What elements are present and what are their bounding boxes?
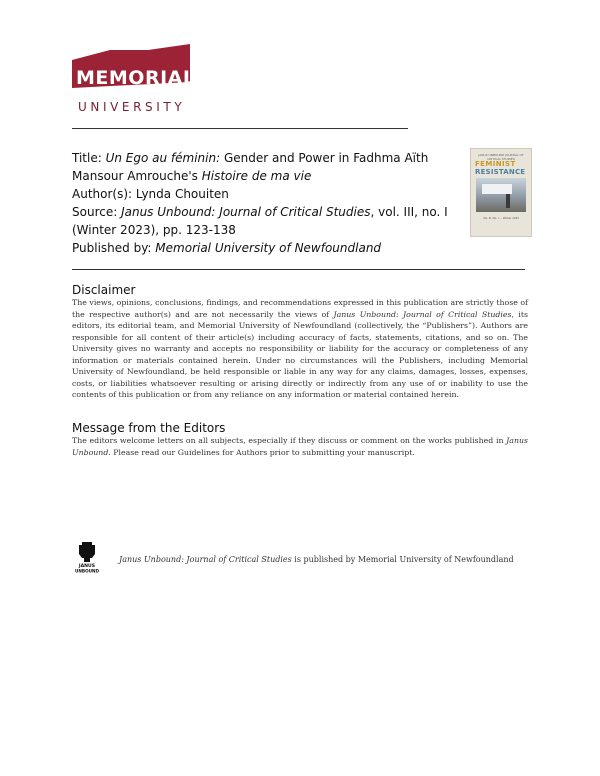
title-line: Title: Un Ego au féminin: Gender and Power in Fadhma Aïth Mansour Amrouche's Histoire de ma vie	[72, 151, 429, 183]
editors-text: The editors welcome letters on all subjects, especially if they discuss or comment on the works published in Janus Unbound. Please read our Guidelines for Authors prior to submitting your manuscript.	[72, 436, 528, 457]
source-journal: Janus Unbound: Journal of Critical Studies	[121, 205, 371, 219]
publisher-line: Published by: Memorial University of Newfoundland	[72, 241, 382, 255]
author-line: Author(s): Lynda Chouiten	[72, 187, 229, 201]
author-name: Lynda Chouiten	[135, 187, 229, 201]
disclaimer-journal: Janus Unbound: Journal of Critical Studies	[333, 309, 512, 319]
title-italic: Un Ego au féminin:	[105, 151, 221, 165]
top-divider	[72, 128, 408, 129]
svg-text:JANUS: JANUS	[78, 564, 96, 569]
journal-cover-thumbnail	[470, 148, 532, 237]
article-metadata	[72, 149, 462, 257]
cover-title-feminist: FEMINIST	[475, 160, 516, 168]
source-line: Source: Janus Unbound: Journal of Critical Studies, vol. III, no. I (Winter 2023), pp. 123-138	[72, 205, 448, 237]
publisher-name: Memorial University of Newfoundland	[155, 241, 382, 255]
editors-journal: Janus Unbound	[72, 436, 528, 457]
janus-unbound-fist-icon	[74, 540, 100, 574]
logo-wordmark: MEMORIAL	[76, 67, 196, 89]
title-italic-2: Histoire de ma vie	[201, 169, 312, 183]
footer-journal: Janus Unbound: Journal of Critical Studies	[119, 555, 292, 564]
editors-heading: Message from the Editors	[72, 421, 226, 435]
disclaimer-text: The views, opinions, conclusions, findings, and recommendations expressed in this publication are strictly those of the respective author(s) and are not necessarily the views of Janus Unbound: Journal of Critical Studies, its editors, its editorial team, and Memorial University of Newfoundland (collectively, the “Publishers”). Authors are responsible for all content of their article(s) including accuracy of facts, statements, citations, and so on. The University gives no warranty and accepts no responsibility or liability for the accuracy or completeness of any information or materials contained herein. Under no circumstances will the Publishers, including Memorial University of Newfoundland, be held responsible or liable in any way for any claims, damages, losses, expenses, costs, or liabilities whatsoever resulting or arising directly or indirectly from any use of or inability to use the contents of this publication or from any reliance on any information or material contained herein.	[72, 298, 528, 399]
bottom-divider	[72, 269, 525, 270]
cover-title-resistance: RESISTANCE	[475, 168, 526, 176]
logo-subtitle: UNIVERSITY	[78, 100, 186, 114]
cover-photo	[476, 178, 526, 212]
svg-text:UNBOUND: UNBOUND	[74, 568, 100, 574]
memorial-university-logo	[70, 40, 195, 115]
disclaimer-heading: Disclaimer	[72, 283, 136, 297]
footer-statement: Janus Unbound: Journal of Critical Studies is published by Memorial University of Newfoundland	[119, 555, 514, 564]
cover-footer-text: Vol. III, No. I — Winter 2023	[483, 217, 519, 220]
cover-header-text: JANUS UNBOUND JOURNAL OF CRITICAL STUDIES	[478, 153, 524, 161]
